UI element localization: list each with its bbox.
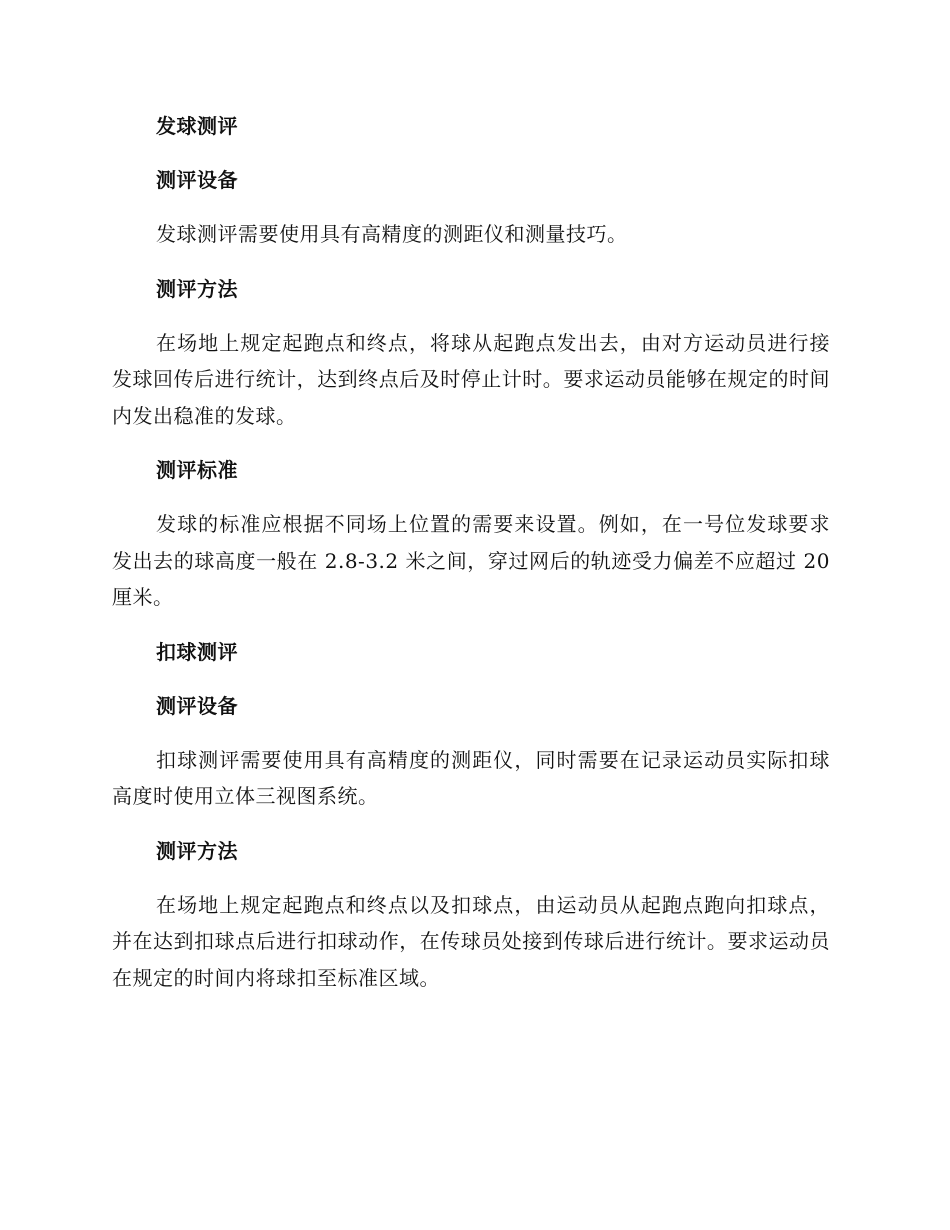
spike-equipment-text: 扣球测评需要使用具有高精度的测距仪，同时需要在记录运动员实际扣球高度时使用立体三视图系统。	[112, 747, 830, 808]
serve-method-text: 在场地上规定起跑点和终点，将球从起跑点发出去，由对方运动员进行接发球回传后进行统计，达到终点后及时停止计时。要求运动员能够在规定的时间内发出稳准的发球。	[112, 330, 830, 428]
spike-equipment-heading: 测评设备	[156, 693, 238, 718]
section-title-serve: 发球测评	[156, 114, 238, 138]
spike-method-heading: 测评方法	[156, 838, 238, 863]
serve-method-heading: 测评方法	[156, 276, 238, 301]
serve-standard-heading: 测评标准	[156, 458, 238, 482]
serve-standard-text: 发球的标准应根据不同场上位置的需要来设置。例如，在一号位发球要求发出去的球高度一般在 2.8-3.2 米之间，穿过网后的轨迹受力偏差不应超过 20 厘米。	[112, 512, 830, 609]
spike-method-text: 在场地上规定起跑点和终点以及扣球点，由运动员从起跑点跑向扣球点，并在达到扣球点后进行扣球动作，在传球员处接到传球后进行统计。要求运动员在规定的时间内将球扣至标准区域。	[112, 892, 830, 990]
serve-equipment-text: 发球测评需要使用具有高精度的测距仪和测量技巧。	[156, 222, 628, 246]
serve-equipment-heading: 测评设备	[156, 168, 238, 192]
document-body	[112, 108, 830, 1014]
section-title-spike: 扣球测评	[156, 639, 238, 664]
